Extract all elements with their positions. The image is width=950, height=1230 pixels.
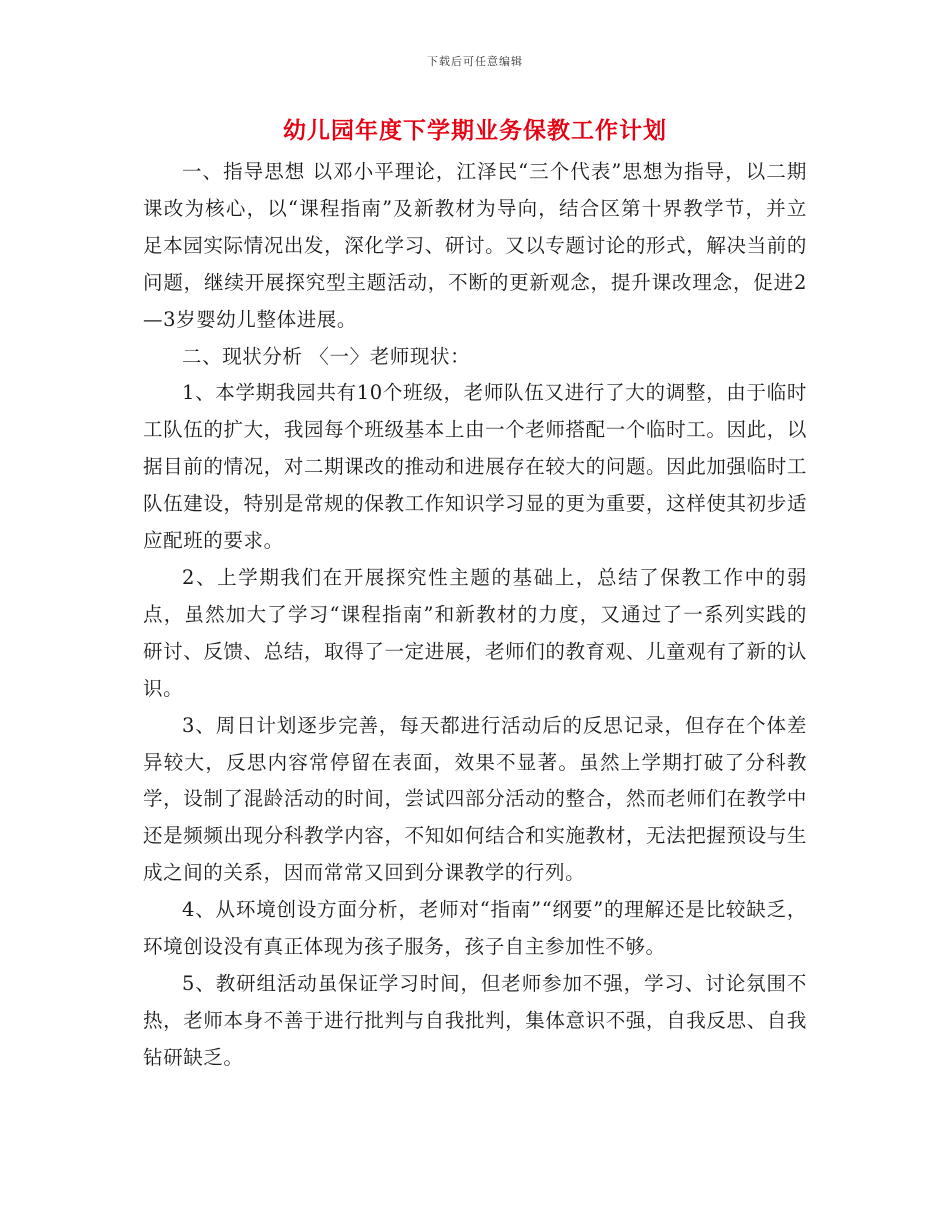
paragraph-item-2: 2、上学期我们在开展探究性主题的基础上，总结了保教工作中的弱点，虽然加大了学习“课程指南”和新教材的力度，又通过了一系列实践的研讨、反馈、总结，取得了一定进展，老师们的教育观、儿童观有了新的认识。 xyxy=(143,565,807,700)
paragraph-item-5: 5、教研组活动虽保证学习时间，但老师参加不强，学习、讨论氛围不热，老师本身不善于进行批判与自我批判，集体意识不强，自我反思、自我钻研缺乏。 xyxy=(143,971,807,1069)
document-body xyxy=(143,154,807,1077)
paragraph-guiding-ideology: 一、指导思想 以邓小平理论，江泽民“三个代表”思想为指导，以二期课改为核心，以“课程指南”及新教材为导向，结合区第十界教学节，并立足本园实际情况出发，深化学习、研讨。又以专题讨论的形式，解决当前的问题，继续开展探究型主题活动，不断的更新观念，提升课改理念，促进2—3岁婴幼儿整体进展。 xyxy=(143,160,807,331)
paragraph-item-4: 4、从环境创设方面分析，老师对“指南”“纲要”的理解还是比较缺乏，环境创设没有真正体现为孩子服务，孩子自主参加性不够。 xyxy=(143,898,807,959)
paragraph-item-1: 1、本学期我园共有10个班级，老师队伍又进行了大的调整，由于临时工队伍的扩大，我园每个班级基本上由一个老师搭配一个临时工。因此，以据目前的情况，对二期课改的推动和进展存在较大的问题。因此加强临时工队伍建设，特别是常规的保教工作知识学习显的更为重要，这样使其初步适应配班的要求。 xyxy=(143,381,807,553)
header-note: 下载后可任意编辑 xyxy=(427,55,523,68)
paragraph-situation-analysis-heading: 二、现状分析 〈一〉老师现状： xyxy=(182,344,471,368)
document-title: 幼儿园年度下学期业务保教工作计划 xyxy=(283,117,667,144)
paragraph-item-3: 3、周日计划逐步完善，每天都进行活动后的反思记录，但存在个体差异较大，反思内容常停留在表面，效果不显著。虽然上学期打破了分科教学，设制了混龄活动的时间，尝试四部分活动的整合，然而老师们在教学中还是频频出现分科教学内容，不知如何结合和实施教材，无法把握预设与生成之间的关系，因而常常又回到分课教学的行列。 xyxy=(143,713,807,885)
